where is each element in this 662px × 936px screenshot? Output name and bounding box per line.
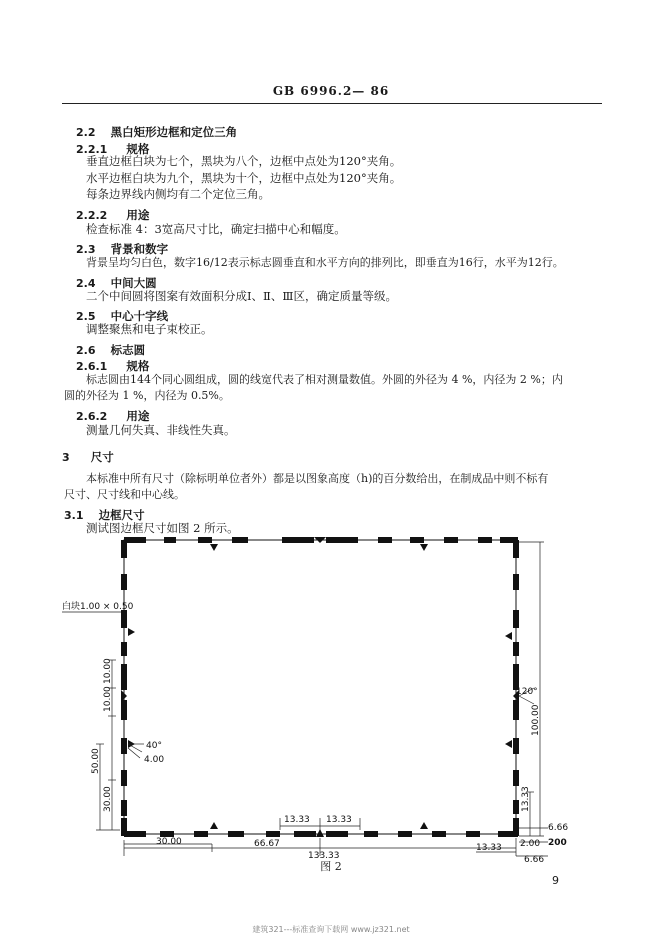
dim-200-bold: 200 bbox=[548, 838, 567, 848]
section-number: 2.4 bbox=[76, 277, 96, 290]
section-title: 尺寸 bbox=[90, 450, 114, 464]
section-number: 2.6.1 bbox=[76, 360, 108, 373]
dim-30-h: 30.00 bbox=[156, 837, 182, 847]
angle-40: 40° bbox=[146, 741, 162, 751]
dim-13-33-bottom-1: 13.33 bbox=[284, 815, 310, 825]
paragraph-line: 调整聚焦和电子束校正。 bbox=[86, 322, 213, 336]
label-white-block: 白块1.00 × 0.50 bbox=[62, 602, 134, 612]
section-number: 2.6.2 bbox=[76, 410, 108, 423]
section-title: 规格 bbox=[126, 359, 150, 373]
section-number: 2.3 bbox=[76, 243, 96, 256]
footer-watermark: 建筑321---标准查询下载网 www.jz321.net bbox=[252, 925, 410, 934]
paragraph-line: 本标准中所有尺寸（除标明单位者外）都是以图象高度（h)的百分数给出，在制成品中则不标有 bbox=[86, 472, 549, 485]
page-number: 9 bbox=[552, 874, 559, 887]
dim-13-33-bottom-2: 13.33 bbox=[326, 815, 352, 825]
dim-66-67: 66.67 bbox=[254, 839, 280, 849]
paragraph-line: 每条边界线内侧均有二个定位三角。 bbox=[86, 187, 270, 201]
section-number: 3 bbox=[62, 451, 70, 464]
section-title: 用途 bbox=[126, 208, 150, 222]
dim-6-66-b: 6.66 bbox=[524, 855, 545, 865]
dim-6-66-a: 6.66 bbox=[548, 823, 569, 833]
paragraph-line: 测量几何失真、非线性失真。 bbox=[86, 423, 236, 437]
section-title: 边框尺寸 bbox=[98, 508, 145, 522]
dim-2-00: 2.00 bbox=[520, 839, 541, 849]
bottom-border-blocks bbox=[124, 829, 518, 837]
section-title: 规格 bbox=[126, 142, 150, 156]
dim-50: 50.00 bbox=[91, 748, 101, 774]
paragraph-line: 水平边框白块为九个，黑块为十个，边框中点处为120°夹角。 bbox=[86, 171, 402, 185]
section-number: 2.5 bbox=[76, 310, 96, 323]
angle-120: 120° bbox=[516, 687, 538, 697]
paragraph-line: 尺寸、尺寸线和中心线。 bbox=[64, 488, 185, 501]
section-number: 2.2 bbox=[76, 126, 96, 139]
dim-13-33-bottom-right: 13.33 bbox=[476, 843, 502, 853]
dim-4: 4.00 bbox=[144, 755, 165, 765]
section-title: 用途 bbox=[126, 409, 150, 423]
section-number: 3.1 bbox=[64, 509, 84, 522]
paragraph-line: 二个中间圆将图案有效面积分成Ⅰ、Ⅱ、Ⅲ区，确定质量等级。 bbox=[86, 289, 397, 303]
section-title: 背景和数字 bbox=[110, 242, 169, 256]
paragraph-line: 测试图边框尺寸如图 2 所示。 bbox=[86, 521, 239, 535]
paragraph-line: 圆的外径为 1 %，内径为 0.5%。 bbox=[64, 389, 230, 402]
dim-10-b: 10.00 bbox=[103, 686, 113, 712]
paragraph-line: 垂直边框白块为七个，黑块为八个，边框中点处为120°夹角。 bbox=[86, 154, 402, 168]
page-header: GB 6996.2— 86 bbox=[272, 84, 390, 98]
section-number: 2.6 bbox=[76, 344, 96, 357]
dimension-lines bbox=[62, 542, 548, 856]
dim-30-v: 30.00 bbox=[103, 786, 113, 812]
border-outline bbox=[124, 540, 516, 834]
section-title: 中间大圆 bbox=[110, 276, 157, 290]
section-title: 黑白矩形边框和定位三角 bbox=[110, 125, 238, 139]
paragraph-line: 标志圆由144个同心圆组成，圆的线宽代表了相对测量数值。外圆的外径为 4 %，内径为 2 %；内 bbox=[86, 373, 563, 386]
dim-100: 100.00 bbox=[531, 704, 541, 736]
paragraph-line: 检查标准 4：3宽高尺寸比，确定扫描中心和幅度。 bbox=[86, 222, 346, 236]
section-title: 标志圆 bbox=[110, 343, 146, 357]
section-number: 2.2.2 bbox=[76, 209, 108, 222]
dim-133-33: 133.33 bbox=[308, 851, 340, 861]
section-title: 中心十字线 bbox=[110, 309, 169, 323]
figure-caption: 图 2 bbox=[320, 860, 342, 873]
dim-13-33-right: 13.33 bbox=[521, 786, 531, 812]
positioning-triangles bbox=[128, 544, 512, 829]
dim-10-a: 10.00 bbox=[103, 658, 113, 684]
paragraph-line: 背景呈均匀白色，数字16/12表示标志圆垂直和水平方向的排列比，即垂直为16行，水平为12行。 bbox=[86, 256, 564, 269]
section-number: 2.2.1 bbox=[76, 143, 108, 156]
